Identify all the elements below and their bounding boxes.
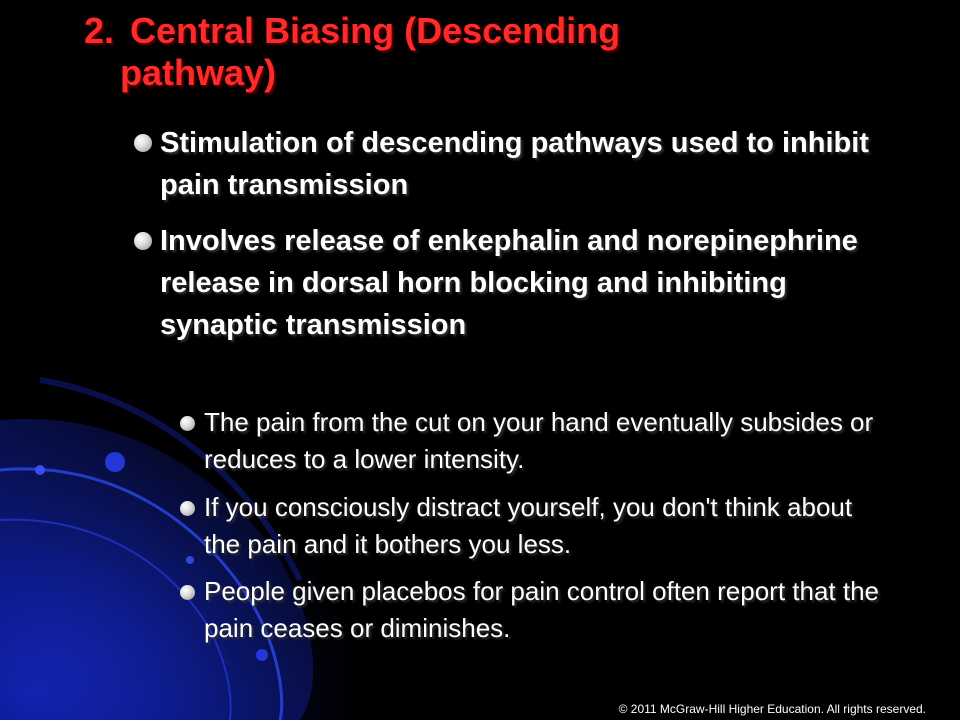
sub-bullet-icon bbox=[180, 501, 195, 516]
swirl-dot bbox=[186, 556, 194, 564]
bullet-item: Stimulation of descending pathways used to inhibit pain transmission bbox=[160, 127, 869, 201]
title-number: 2. bbox=[84, 10, 115, 51]
swirl-dot bbox=[105, 452, 125, 472]
title-line-1 bbox=[84, 10, 944, 52]
swirl-dot bbox=[35, 465, 45, 475]
sub-bullet-item: If you consciously distract yourself, you don't think about the pain and it bothers you less. bbox=[204, 492, 853, 559]
bullet-item: Involves release of enkephalin and norepinephrine release in dorsal horn blocking and inhibiting synaptic transmission bbox=[160, 225, 858, 341]
copyright-footer: © 2011 McGraw-Hill Higher Education. All rights reserved. bbox=[618, 702, 926, 716]
bullet-icon bbox=[134, 232, 152, 250]
title-text-line-2: pathway) bbox=[120, 52, 277, 93]
sub-bullet-icon bbox=[180, 416, 195, 431]
sub-bullet-icon bbox=[180, 585, 195, 600]
sub-bullet-item: People given placebos for pain control often report that the pain ceases or diminishes. bbox=[204, 576, 879, 643]
swirl-dot bbox=[256, 649, 268, 661]
bullet-icon bbox=[134, 134, 152, 152]
slide-title bbox=[84, 10, 944, 94]
sub-bullet-item: The pain from the cut on your hand eventually subsides or reduces to a lower intensity. bbox=[204, 407, 874, 474]
title-text-line-1: Central Biasing (Descending bbox=[130, 10, 621, 51]
